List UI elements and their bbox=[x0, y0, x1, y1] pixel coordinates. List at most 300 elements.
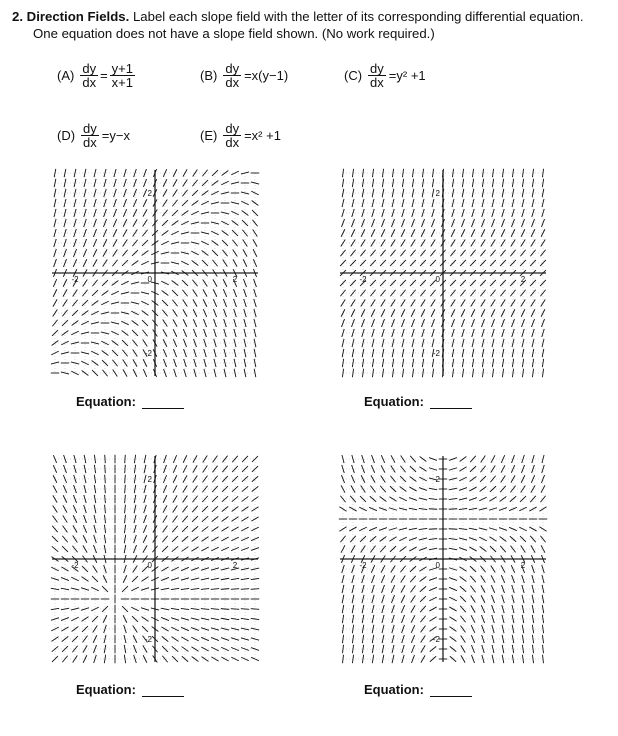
slope-segment bbox=[422, 169, 423, 177]
slope-segment bbox=[381, 476, 386, 483]
slope-segment bbox=[542, 635, 543, 643]
slope-segment bbox=[542, 339, 544, 347]
slope-segment bbox=[542, 625, 543, 633]
slope-segment bbox=[490, 250, 495, 257]
equation-c bbox=[344, 62, 426, 89]
slope-segment bbox=[371, 219, 374, 227]
slope-segment bbox=[94, 455, 95, 463]
slope-segment bbox=[510, 280, 516, 286]
answer-4-blank[interactable] bbox=[430, 684, 472, 697]
slope-segment bbox=[471, 596, 476, 603]
slope-segment bbox=[352, 635, 353, 643]
slope-segment bbox=[341, 309, 345, 317]
slope-segment bbox=[449, 509, 457, 510]
slope-segment bbox=[202, 170, 207, 177]
slope-segment bbox=[472, 655, 475, 663]
slope-segment bbox=[389, 497, 396, 501]
slope-segment bbox=[532, 645, 533, 653]
slope-segment bbox=[350, 536, 356, 542]
slope-segment bbox=[122, 250, 127, 257]
slope-segment bbox=[539, 527, 546, 531]
slope-segment bbox=[125, 495, 126, 503]
slope-segment bbox=[71, 577, 79, 581]
slope-segment bbox=[542, 565, 545, 573]
tick-label-y-negative: -2 bbox=[432, 349, 440, 358]
slope-segment bbox=[53, 310, 58, 317]
slope-segment bbox=[251, 568, 259, 570]
slope-segment bbox=[471, 219, 474, 227]
slope-segment bbox=[342, 369, 343, 377]
slope-segment bbox=[221, 647, 229, 650]
tick-label-y-negative: -2 bbox=[144, 635, 152, 644]
slope-segment bbox=[449, 578, 457, 581]
slope-segment bbox=[530, 250, 535, 257]
slope-segment bbox=[71, 617, 79, 621]
equation-e bbox=[200, 122, 281, 149]
slope-segment bbox=[380, 250, 385, 257]
slope-segment bbox=[183, 475, 187, 482]
slope-segment bbox=[482, 189, 484, 197]
slope-segment bbox=[542, 645, 543, 653]
equation-e-derivative bbox=[223, 122, 241, 149]
slope-segment bbox=[449, 538, 457, 539]
equation-a-derivative bbox=[80, 62, 98, 89]
slope-segment bbox=[125, 485, 126, 493]
slope-segment bbox=[490, 476, 495, 483]
slope-segment bbox=[83, 535, 87, 543]
answer-4 bbox=[364, 682, 472, 697]
slope-segment bbox=[480, 546, 487, 551]
slope-segment bbox=[432, 369, 433, 377]
answer-2 bbox=[364, 394, 472, 409]
slope-segment bbox=[509, 527, 517, 530]
slope-segment bbox=[83, 249, 86, 257]
slope-segment bbox=[231, 609, 239, 610]
slope-segment bbox=[461, 626, 466, 633]
slope-segment bbox=[351, 309, 355, 317]
slope-segment bbox=[472, 369, 473, 377]
equation-b-derivative bbox=[223, 62, 241, 89]
tick-label-y-positive: 2 bbox=[435, 189, 440, 198]
slope-segment bbox=[522, 655, 523, 663]
slope-segment bbox=[113, 370, 118, 377]
slope-segment bbox=[450, 646, 457, 651]
slope-segment bbox=[201, 609, 209, 610]
slope-segment bbox=[203, 309, 206, 317]
answer-2-label: Equation: bbox=[364, 394, 424, 409]
slope-segment bbox=[191, 547, 198, 551]
slope-segment bbox=[222, 496, 228, 502]
slope-field-3 bbox=[50, 454, 260, 664]
slope-segment bbox=[83, 280, 88, 287]
slope-segment bbox=[233, 250, 238, 257]
slope-segment bbox=[352, 645, 353, 653]
slope-segment bbox=[104, 625, 107, 633]
slope-segment bbox=[462, 369, 463, 377]
slope-segment bbox=[400, 250, 405, 257]
equation-e-dx: dx bbox=[225, 135, 240, 150]
slope-segment bbox=[402, 625, 405, 633]
slope-segment bbox=[420, 586, 426, 592]
slope-field-4 bbox=[338, 454, 548, 664]
slope-segment bbox=[419, 548, 427, 551]
slope-segment bbox=[201, 589, 209, 590]
slope-segment bbox=[340, 536, 345, 543]
slope-segment bbox=[123, 369, 127, 376]
slope-segment bbox=[452, 339, 454, 347]
slope-segment bbox=[352, 655, 353, 663]
slope-segment bbox=[382, 369, 383, 377]
slope-segment bbox=[254, 309, 256, 317]
slope-segment bbox=[53, 455, 56, 463]
slope-segment bbox=[94, 219, 97, 227]
equation-b-rhs: =x(y−1) bbox=[244, 68, 289, 83]
slope-segment bbox=[341, 475, 344, 483]
tick-label-origin: 0 bbox=[435, 275, 440, 284]
slope-segment bbox=[392, 339, 394, 347]
slope-segment bbox=[540, 280, 546, 286]
slope-segment bbox=[532, 635, 533, 643]
slope-segment bbox=[491, 219, 494, 227]
slope-segment bbox=[102, 350, 109, 355]
slope-segment bbox=[402, 169, 403, 177]
slope-segment bbox=[512, 169, 513, 177]
slope-segment bbox=[113, 250, 118, 257]
slope-segment bbox=[192, 200, 199, 205]
slope-segment bbox=[254, 339, 256, 347]
problem-line-1: Label each slope field with the letter of its corresponding differential equation. bbox=[132, 9, 584, 24]
slope-segment bbox=[411, 596, 416, 603]
slope-segment bbox=[131, 607, 139, 611]
equation-b-dx: dx bbox=[225, 75, 240, 90]
slope-segment bbox=[382, 169, 383, 177]
slope-segment bbox=[512, 369, 513, 377]
equation-a-dy: dy bbox=[82, 61, 97, 76]
slope-segment bbox=[482, 339, 484, 347]
slope-segment bbox=[132, 320, 139, 325]
equation-d-dx: dx bbox=[83, 135, 97, 150]
slope-segment bbox=[182, 190, 187, 197]
slope-segment bbox=[410, 250, 415, 257]
slope-segment bbox=[471, 625, 475, 633]
slope-segment bbox=[222, 517, 229, 522]
slope-segment bbox=[449, 568, 457, 571]
equation-c-derivative bbox=[368, 62, 386, 89]
slope-segment bbox=[124, 515, 125, 523]
answer-2-blank[interactable] bbox=[430, 396, 472, 409]
slope-segment bbox=[134, 505, 136, 513]
slope-segment bbox=[251, 589, 259, 590]
slope-segment bbox=[124, 525, 125, 533]
slope-segment bbox=[502, 169, 503, 177]
slope-segment bbox=[339, 527, 346, 531]
equation-a-rhs-numerator: y+1 bbox=[111, 61, 133, 76]
slope-segment bbox=[480, 486, 487, 491]
slope-segment bbox=[429, 509, 437, 510]
slope-segment bbox=[479, 497, 487, 501]
slope-segment bbox=[420, 596, 426, 602]
slope-segment bbox=[401, 595, 405, 603]
slope-segment bbox=[460, 250, 465, 257]
slope-segment bbox=[419, 508, 427, 509]
tick-label-y-positive: 2 bbox=[147, 189, 152, 198]
slope-segment bbox=[512, 595, 514, 603]
slope-segment bbox=[542, 369, 543, 377]
slope-segment bbox=[381, 309, 385, 317]
slope-segment bbox=[531, 309, 535, 317]
slope-segment bbox=[143, 369, 146, 377]
slope-segment bbox=[542, 455, 544, 463]
slope-segment bbox=[63, 505, 67, 512]
equation-c-dx: dx bbox=[370, 75, 384, 90]
slope-segment bbox=[542, 189, 544, 197]
slope-segment bbox=[371, 565, 375, 573]
slope-segment bbox=[143, 220, 148, 227]
slope-segment bbox=[251, 609, 259, 610]
slope-segment bbox=[449, 498, 457, 499]
slope-segment bbox=[124, 189, 127, 197]
slope-segment bbox=[429, 498, 437, 499]
slope-segment bbox=[74, 219, 76, 227]
slope-segment bbox=[359, 527, 367, 531]
slope-segment bbox=[531, 475, 534, 483]
slope-segment bbox=[105, 495, 106, 503]
equation-d-label: (D) bbox=[57, 128, 76, 143]
slope-segment bbox=[183, 455, 187, 463]
slope-segment bbox=[134, 455, 135, 463]
slope-segment bbox=[134, 535, 137, 543]
slope-segment bbox=[221, 547, 229, 550]
slope-segment bbox=[480, 476, 486, 482]
slope-segment bbox=[105, 485, 106, 493]
slope-segment bbox=[362, 645, 363, 653]
slope-segment bbox=[192, 260, 199, 265]
equation-b-dy: dy bbox=[225, 61, 240, 76]
slope-segment bbox=[449, 607, 456, 611]
equation-a-equals: = bbox=[100, 68, 108, 83]
slope-segment bbox=[232, 456, 237, 462]
slope-segment bbox=[449, 529, 457, 530]
slope-segment bbox=[143, 189, 146, 197]
slope-segment bbox=[512, 625, 514, 633]
slope-segment bbox=[125, 465, 126, 473]
tick-label-x-positive: 2 bbox=[232, 275, 238, 284]
tick-label-y-negative: -2 bbox=[432, 635, 440, 644]
answer-3-blank[interactable] bbox=[142, 684, 184, 697]
slope-segment bbox=[224, 339, 226, 347]
slope-segment bbox=[252, 200, 259, 205]
slope-segment bbox=[251, 578, 259, 579]
slope-segment bbox=[362, 339, 364, 347]
equation-a bbox=[57, 62, 137, 89]
slope-segment bbox=[372, 369, 373, 377]
slope-segment bbox=[101, 301, 109, 305]
slope-segment bbox=[251, 527, 259, 531]
slope-segment bbox=[362, 655, 363, 663]
slope-segment bbox=[203, 280, 208, 287]
slope-segment bbox=[542, 595, 544, 603]
slope-segment bbox=[452, 169, 453, 177]
slope-segment bbox=[392, 169, 393, 177]
slope-segment bbox=[134, 475, 135, 483]
slope-segment bbox=[419, 538, 427, 540]
slope-segment bbox=[532, 169, 533, 177]
slope-segment bbox=[213, 309, 216, 317]
slope-segment bbox=[211, 589, 219, 590]
slope-segment bbox=[102, 290, 109, 295]
slope-segment bbox=[502, 369, 503, 377]
slope-segment bbox=[221, 181, 229, 185]
slope-segment bbox=[162, 290, 169, 295]
problem-number: 2. bbox=[12, 9, 23, 24]
slope-segment bbox=[52, 656, 58, 662]
slope-segment bbox=[401, 456, 406, 463]
equation-d bbox=[57, 122, 130, 149]
slope-segment bbox=[402, 369, 403, 377]
slope-segment bbox=[125, 505, 126, 513]
slope-segment bbox=[231, 589, 239, 590]
slope-segment bbox=[134, 169, 137, 177]
slope-segment bbox=[340, 280, 346, 286]
slope-segment bbox=[392, 189, 394, 197]
slope-segment bbox=[471, 309, 475, 317]
slope-segment bbox=[221, 527, 228, 532]
slope-segment bbox=[183, 169, 187, 176]
slope-segment bbox=[104, 515, 105, 523]
answer-1-blank[interactable] bbox=[142, 396, 184, 409]
slope-segment bbox=[389, 508, 397, 511]
slope-segment bbox=[450, 636, 457, 641]
slope-segment bbox=[501, 455, 504, 463]
slope-segment bbox=[401, 309, 405, 317]
tick-label-x-negative: -2 bbox=[359, 561, 367, 570]
slope-segment bbox=[352, 169, 353, 177]
slope-segment bbox=[422, 339, 424, 347]
slope-segment bbox=[221, 628, 229, 630]
slope-segment bbox=[429, 529, 437, 530]
slope-segment bbox=[181, 588, 189, 589]
slope-segment bbox=[500, 250, 505, 257]
slope-segment bbox=[102, 280, 108, 286]
slope-segment bbox=[371, 475, 375, 482]
slope-segment bbox=[143, 655, 147, 663]
slope-segment bbox=[52, 646, 58, 651]
slope-segment bbox=[164, 455, 167, 463]
slope-segment bbox=[134, 465, 135, 473]
slope-segment bbox=[459, 528, 467, 529]
slope-segment bbox=[431, 219, 434, 227]
slope-segment bbox=[183, 339, 186, 347]
answer-4-label: Equation: bbox=[364, 682, 424, 697]
slope-segment bbox=[213, 456, 218, 463]
slope-segment bbox=[161, 241, 169, 245]
slope-segment bbox=[431, 309, 435, 317]
slope-segment bbox=[370, 250, 375, 257]
tick-label-y-positive: 2 bbox=[147, 475, 152, 484]
slope-segment bbox=[52, 637, 59, 642]
slope-field-2-canvas bbox=[338, 168, 548, 378]
slope-segment bbox=[74, 169, 76, 177]
equation-e-label: (E) bbox=[200, 128, 218, 143]
slope-segment bbox=[341, 219, 344, 227]
slope-segment bbox=[449, 587, 457, 590]
slope-segment bbox=[501, 476, 506, 483]
slope-segment bbox=[459, 508, 467, 509]
slope-segment bbox=[362, 169, 363, 177]
slope-segment bbox=[491, 565, 496, 572]
slope-segment bbox=[101, 312, 109, 314]
slope-segment bbox=[342, 625, 343, 633]
equation-c-dy: dy bbox=[370, 61, 384, 76]
slope-segment bbox=[501, 219, 504, 227]
tick-label-x-positive: 2 bbox=[232, 561, 238, 570]
slope-segment bbox=[400, 566, 405, 573]
slope-segment bbox=[52, 546, 58, 551]
slope-segment bbox=[162, 636, 169, 641]
slope-segment bbox=[143, 340, 148, 347]
slope-segment bbox=[419, 488, 427, 491]
slope-segment bbox=[211, 609, 219, 610]
slope-segment bbox=[191, 588, 199, 589]
problem-prompt bbox=[12, 8, 608, 42]
slope-segment bbox=[392, 369, 393, 377]
slope-segment bbox=[412, 169, 413, 177]
equation-c-label: (C) bbox=[344, 68, 363, 83]
slope-segment bbox=[419, 528, 427, 529]
slope-segment bbox=[183, 309, 187, 316]
slope-segment bbox=[411, 219, 414, 227]
slope-segment bbox=[252, 497, 259, 502]
slope-segment bbox=[362, 189, 364, 197]
slope-segment bbox=[450, 280, 456, 286]
slope-segment bbox=[449, 458, 457, 461]
slope-segment bbox=[482, 369, 483, 377]
tick-label-origin: 0 bbox=[435, 561, 440, 570]
slope-segment bbox=[243, 249, 247, 256]
slope-segment bbox=[191, 222, 199, 224]
slope-segment bbox=[173, 455, 176, 463]
slope-segment bbox=[430, 250, 435, 257]
slope-field-1 bbox=[50, 168, 260, 378]
slope-segment bbox=[104, 535, 105, 543]
slope-segment bbox=[452, 189, 454, 197]
slope-segment bbox=[342, 169, 343, 177]
slope-segment bbox=[51, 351, 59, 355]
slope-segment bbox=[251, 517, 258, 521]
slope-segment bbox=[202, 476, 207, 483]
slope-segment bbox=[522, 369, 523, 377]
slope-segment bbox=[132, 260, 139, 265]
slope-segment bbox=[104, 565, 107, 573]
slope-segment bbox=[92, 280, 97, 287]
slope-segment bbox=[203, 455, 208, 462]
slope-segment bbox=[362, 455, 365, 463]
slope-segment bbox=[71, 331, 79, 335]
slope-segment bbox=[251, 618, 259, 619]
slope-segment bbox=[63, 279, 67, 287]
slope-segment bbox=[62, 656, 67, 662]
slope-segment bbox=[161, 577, 169, 580]
slope-segment bbox=[64, 249, 67, 257]
slope-segment bbox=[491, 595, 494, 603]
equation-b bbox=[200, 62, 288, 89]
slope-segment bbox=[144, 169, 147, 177]
slope-segment bbox=[123, 219, 127, 227]
slope-segment bbox=[241, 578, 249, 579]
slope-segment bbox=[173, 506, 178, 513]
slope-segment bbox=[381, 219, 384, 227]
equation-d-rhs: =y−x bbox=[101, 128, 130, 143]
